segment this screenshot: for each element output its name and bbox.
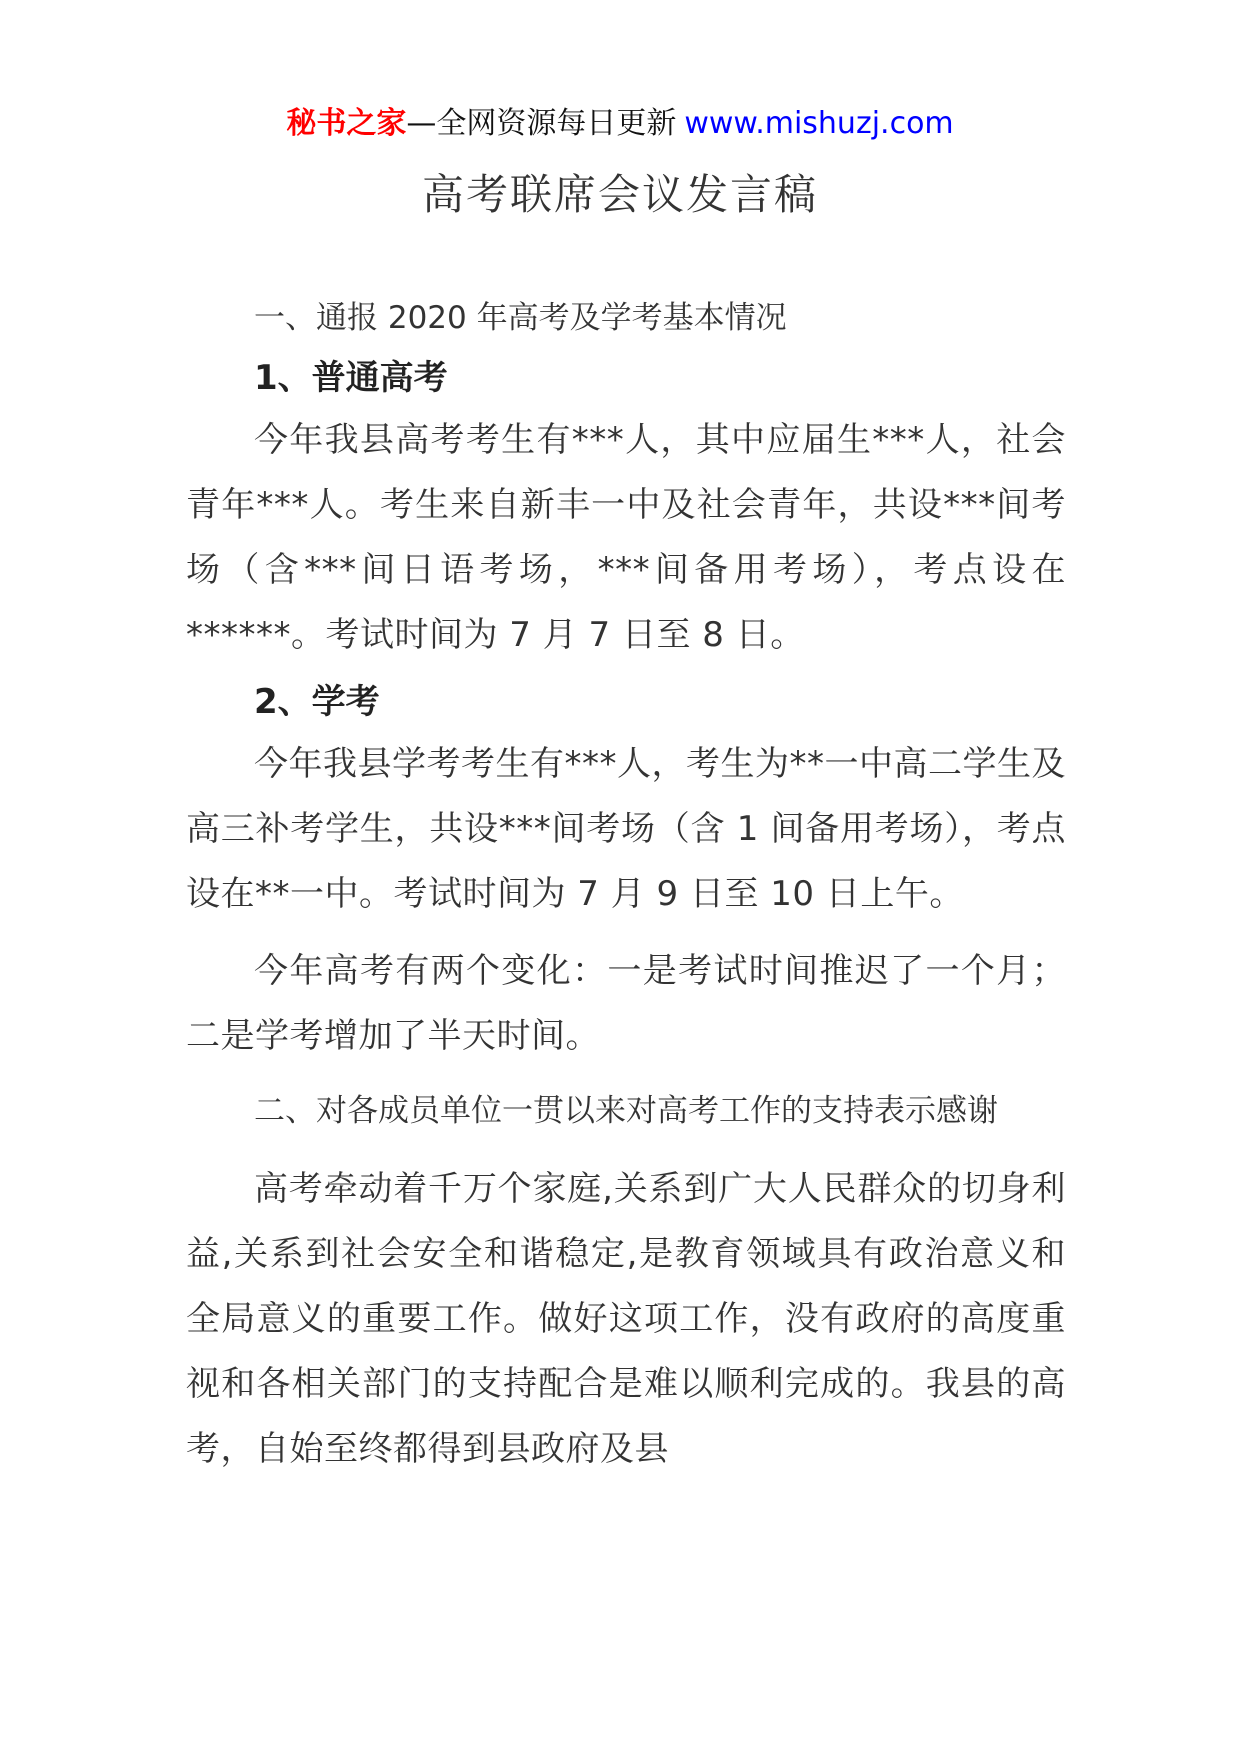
section-heading-2: 二、对各成员单位一贯以来对高考工作的支持表示感谢 xyxy=(254,1093,998,1129)
document-body xyxy=(186,298,1066,1494)
sub-heading-academic-exam: 2、学考 xyxy=(254,682,380,722)
header-tagline: —全网资源每日更新 xyxy=(406,106,677,141)
site-header xyxy=(0,104,1240,144)
paragraph-regular-exam: 今年我县高考考生有***人，其中应届生***人，社会青年***人。考生来自新丰一中及社会青年，共设***间考场（含***间日语考场，***间备用考场），考点设在******。考试时间为 7 月 7 日至 8 日。 xyxy=(186,420,1066,655)
paragraph-changes: 今年高考有两个变化：一是考试时间推迟了一个月；二是学考增加了半天时间。 xyxy=(186,951,1066,1056)
document-title: 高考联席会议发言稿 xyxy=(421,170,818,219)
paragraph-academic-exam: 今年我县学考考生有***人，考生为**一中高二学生及高三补考学生，共设***间考场（含 1 间备用考场），考点设在**一中。考试时间为 7 月 9 日至 10 日上午。 xyxy=(186,744,1066,914)
section-heading-1: 一、通报 2020 年高考及学考基本情况 xyxy=(254,300,787,336)
brand-name: 秘书之家 xyxy=(286,106,407,141)
sub-heading-regular-exam: 1、普通高考 xyxy=(254,358,448,398)
site-url-link[interactable]: www.mishuzj.com xyxy=(684,106,954,141)
paragraph-thanks: 高考牵动着千万个家庭,关系到广大人民群众的切身利益,关系到社会安全和谐稳定,是教育领域具有政治意义和全局意义的重要工作。做好这项工作，没有政府的高度重视和各相关部门的支持配合是难以顺利完成的。我县的高考，自始至终都得到县政府及县 xyxy=(186,1169,1066,1469)
